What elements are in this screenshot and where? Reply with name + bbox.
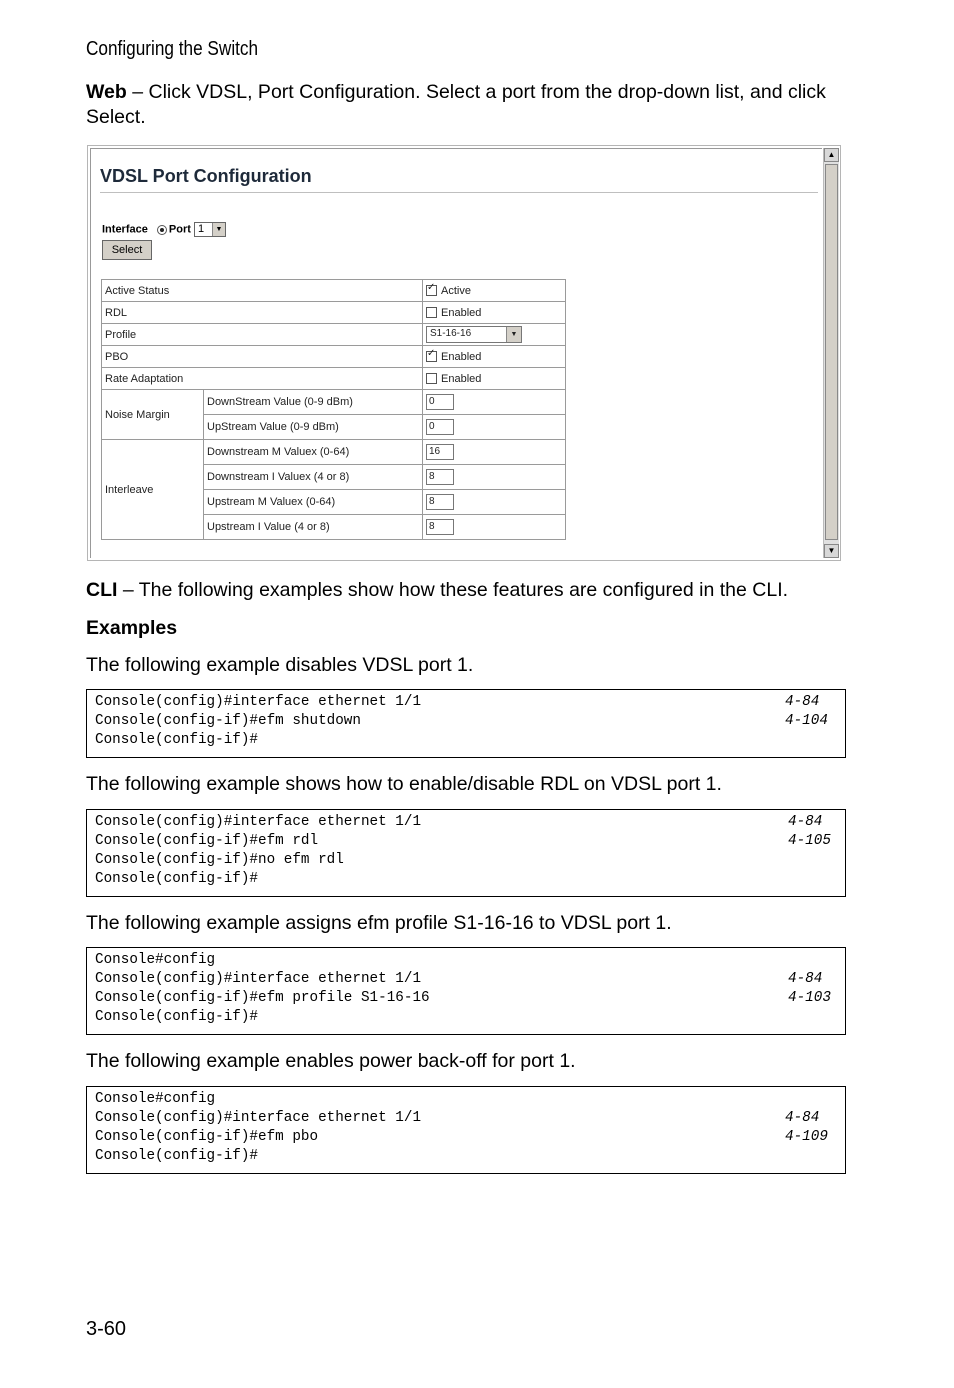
scroll-up-icon[interactable]: ▲ [824,148,839,162]
running-header: Configuring the Switch [86,38,259,60]
upstream-value-cell [423,415,566,440]
ds-m-label: Downstream M Valuex (0-64) [204,440,423,465]
examples-heading: Examples [86,617,178,639]
ds-m-input[interactable]: 16 [426,444,454,460]
pbo-label: PBO [102,346,423,368]
profile-label: Profile [102,324,423,346]
interface-row [102,222,226,237]
cli-text: – The following examples show how these features are configured in the CLI. [117,579,789,601]
downstream-value-cell [423,390,566,415]
page-ref: 4-103 [788,990,831,1006]
page-ref: 4-104 [785,713,828,729]
rate-adaptation-option-label: Enabled [441,372,482,385]
us-m-label: Upstream M Valuex (0-64) [204,490,423,515]
screenshot-content [90,148,822,558]
table-row [102,346,566,368]
example4-code [86,1086,846,1174]
chevron-down-icon: ▼ [212,223,225,236]
page-ref: 4-109 [785,1129,828,1145]
table-row [102,302,566,324]
pbo-option-label: Enabled [441,350,482,363]
port-select[interactable] [194,222,226,237]
noise-margin-label: Noise Margin [102,390,204,440]
us-m-cell [423,490,566,515]
us-i-input[interactable]: 8 [426,519,454,535]
page-ref: 4-84 [788,814,823,830]
interface-label: Interface [102,223,148,236]
rdl-label: RDL [102,302,423,324]
page-ref: 4-84 [785,1110,820,1126]
example2-code [86,809,846,897]
scroll-down-icon[interactable]: ▼ [824,544,839,558]
ds-i-cell [423,465,566,490]
rate-adaptation-cell [423,368,566,390]
page-ref: 4-105 [788,833,831,849]
profile-select[interactable] [426,326,522,343]
downstream-value-input[interactable]: 0 [426,394,454,410]
port-label: Port [168,223,191,236]
page-number: 3-60 [86,1318,127,1340]
code-line: Console(config-if)# [95,1009,259,1025]
code-line: Console(config-if)# [95,871,259,887]
code-line: Console(config-if)#efm profile S1-16-16 [95,990,430,1006]
title-divider [100,192,818,193]
ds-m-cell [423,440,566,465]
table-row [102,368,566,390]
rdl-checkbox[interactable] [426,307,437,318]
web-lead: Web [86,81,127,103]
scroll-thumb[interactable] [825,164,838,540]
code-line: Console(config-if)# [95,1148,259,1164]
active-status-label: Active Status [102,280,423,302]
rate-adaptation-label: Rate Adaptation [102,368,423,390]
table-row [102,324,566,346]
rdl-option-label: Enabled [441,306,482,319]
rate-adaptation-checkbox[interactable] [426,373,437,384]
table-row [102,390,566,415]
chevron-down-icon: ▼ [506,327,521,342]
example3-intro: The following example assigns efm profile S1-16-16 to VDSL port 1. [86,912,672,934]
code-line: Console(config-if)#no efm rdl [95,852,344,868]
us-i-label: Upstream I Value (4 or 8) [204,515,423,540]
profile-value: S1-16-16 [430,328,472,339]
upstream-value-label: UpStream Value (0-9 dBm) [204,415,423,440]
code-line: Console(config)#interface ethernet 1/1 [95,1110,422,1126]
page-ref: 4-84 [785,694,820,710]
us-i-cell [423,515,566,540]
example1-code [86,689,846,758]
upstream-value-input[interactable]: 0 [426,419,454,435]
interleave-label: Interleave [102,440,204,540]
example4-intro: The following example enables power back-off for port 1. [86,1050,576,1072]
example2-intro: The following example shows how to enable/disable RDL on VDSL port 1. [86,773,722,795]
profile-cell [423,324,566,346]
port-config-table [101,279,566,540]
active-status-cell [423,280,566,302]
table-row [102,440,566,465]
web-text: – Click VDSL, Port Configuration. Select a port from the drop-down list, and click Select. [86,81,826,128]
screenshot-title: VDSL Port Configuration [100,166,312,186]
code-line: Console(config-if)# [95,732,259,748]
code-line: Console(config)#interface ethernet 1/1 [95,814,422,830]
rdl-cell [423,302,566,324]
pbo-checkbox[interactable] [426,351,437,362]
example1-intro: The following example disables VDSL port 1. [86,654,474,676]
port-radio[interactable] [157,225,167,235]
active-option-label: Active [441,284,471,297]
ds-i-label: Downstream I Valuex (4 or 8) [204,465,423,490]
web-instructions [86,80,846,130]
code-line: Console(config-if)#efm pbo [95,1129,319,1145]
code-line: Console(config)#interface ethernet 1/1 [95,694,422,710]
code-line: Console(config-if)#efm rdl [95,833,319,849]
cli-intro [86,578,846,603]
code-line: Console(config)#interface ethernet 1/1 [95,971,422,987]
vdsl-port-config-screenshot [87,145,841,561]
example3-code [86,947,846,1035]
code-line: Console#config [95,1091,216,1107]
pbo-cell [423,346,566,368]
page-ref: 4-84 [788,971,823,987]
vertical-scrollbar[interactable] [823,148,839,558]
downstream-value-label: DownStream Value (0-9 dBm) [204,390,423,415]
port-select-value: 1 [197,223,205,235]
code-line: Console#config [95,952,216,968]
select-button[interactable]: Select [102,240,152,260]
us-m-input[interactable]: 8 [426,494,454,510]
table-row [102,280,566,302]
ds-i-input[interactable]: 8 [426,469,454,485]
cli-lead: CLI [86,579,118,601]
code-line: Console(config-if)#efm shutdown [95,713,361,729]
active-checkbox[interactable] [426,285,437,296]
